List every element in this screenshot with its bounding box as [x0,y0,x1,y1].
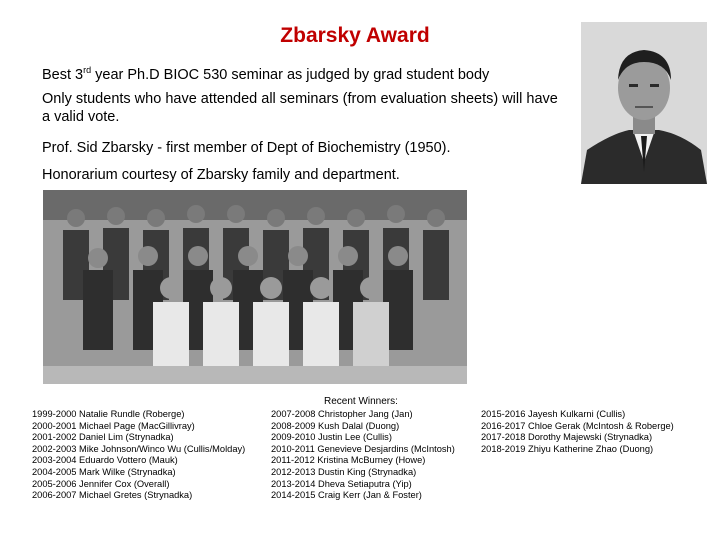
winners-column-1 [32,409,245,502]
winner-row: 2003-2004 Eduardo Vottero (Mauk) [32,455,178,466]
bullet-voting: Only students who have attended all seminars (from evaluation sheets) will have a valid vote. [42,91,558,125]
bullet-seminar-post: year Ph.D BIOC 530 seminar as judged by grad student body [91,66,490,83]
portrait-photo [581,22,707,184]
winners-column-3 [481,409,674,455]
bullet-honorarium: Honorarium courtesy of Zbarsky family and department. [42,167,400,183]
winner-row: 2007-2008 Christopher Jang (Jan) [271,409,413,419]
winner-row: 2005-2006 Jennifer Cox (Overall) [32,478,170,489]
winner-row: 2013-2014 Dheva Setiaputra (Yip) [271,478,412,489]
winner-row: 2011-2012 Kristina McBurney (Howe) [271,455,426,466]
winner-row: 2004-2005 Mark Wilke (Strynadka) [32,466,176,477]
bullet-seminar [42,61,489,84]
group-photo [43,190,467,384]
winner-row: 2001-2002 Daniel Lim (Strynadka) [32,432,174,443]
winners-heading: Recent Winners: [324,396,398,407]
winner-row: 2016-2017 Chloe Gerak (McIntosh & Roberge) [481,420,674,431]
winner-row: 2015-2016 Jayesh Kulkarni (Cullis) [481,409,626,419]
winner-row: 2018-2019 Zhiyu Katherine Zhao (Duong) [481,443,654,454]
winner-row: 2012-2013 Dustin King (Strynadka) [271,466,417,477]
winner-row: 2006-2007 Michael Gretes (Strynadka) [32,490,193,501]
winner-row: 2017-2018 Dorothy Majewski (Strynadka) [481,432,653,443]
bullet-seminar-pre: Best 3 [42,66,84,83]
bullet-seminar-sup: rd [83,65,92,75]
slide-title: Zbarsky Award [280,24,430,47]
bullet-zbarsky: Prof. Sid Zbarsky - first member of Dept of Biochemistry (1950). [42,140,451,156]
winner-row: 2014-2015 Craig Kerr (Jan & Foster) [271,490,422,501]
winner-row: 1999-2000 Natalie Rundle (Roberge) [32,409,185,419]
winner-row: 2002-2003 Mike Johnson/Winco Wu (Cullis/Molday) [32,443,246,454]
winner-row: 2009-2010 Justin Lee (Cullis) [271,432,392,443]
winners-column-2 [271,409,455,502]
winner-row: 2000-2001 Michael Page (MacGillivray) [32,420,195,431]
winner-row: 2008-2009 Kush Dalal (Duong) [271,420,400,431]
winner-row: 2010-2011 Genevieve Desjardins (McIntosh) [271,443,455,454]
